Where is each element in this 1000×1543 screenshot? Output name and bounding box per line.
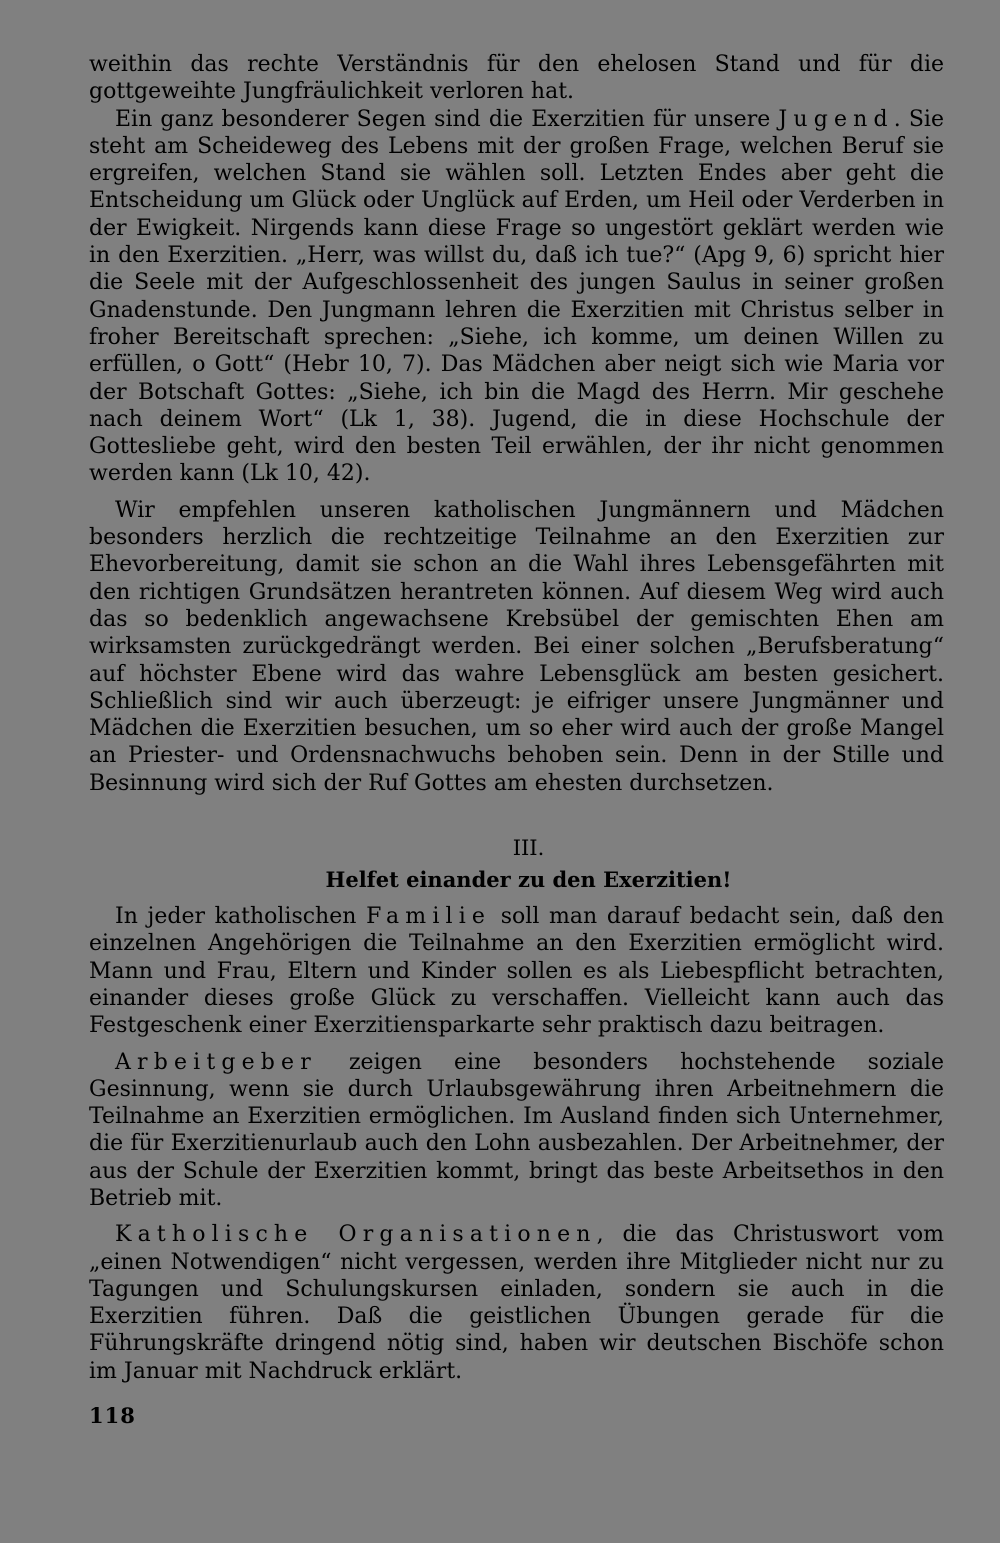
paragraph-text: , die das Christuswort vom „einen Notwendigen“ nicht vergessen, werden ihre Mitglieder nicht nur zu Tagungen und Schulungskursen einladen, sondern sie auch in die Exerzitien führen. Daß die geistlichen Übungen gerade für die Führungskräfte dringend nötig sind, haben wir deutschen Bischöfe schon im Januar mit Nachdruck erklärt. bbox=[89, 1222, 944, 1384]
paragraph-text: zeigen eine besonders hochstehende soziale Gesinnung, wenn sie durch Urlaubsgewährung ihren Arbeitnehmern die Teilnahme an Exerzitien ermöglichen. Im Ausland finden sich Unternehmer, die für Exerzitienurlaub auch den Lohn ausbezahlen. Der Arbeitnehmer, der aus der Schule der Exerzitien kommt, bringt das beste Arbeitsethos in den Betrieb mit. bbox=[89, 1049, 944, 1211]
section-number: III. bbox=[512, 836, 545, 861]
body-text bbox=[89, 51, 944, 1385]
emphasized-word: Jugend bbox=[778, 106, 894, 132]
paragraph-text: . Sie steht am Scheideweg des Lebens mit der großen Frage, welchen Beruf sie ergreifen, welchen Stand sie wählen soll. Letzten Endes aber geht die Entscheidung um Glück oder Unglück auf Erden, um Heil oder Verderben in der Ewigkeit. Nirgends kann diese Frage so ungestört geklärt werden wie in den Exerzitien. „Herr, was willst du, daß ich tue?“ (Apg 9, 6) spricht hier die Seele mit der Aufgeschlossenheit des jungen Saulus in seiner großen Gnadenstunde. Den Jungmann lehren die Exerzitien mit Christus selber in froher Bereitschaft sprechen: „Siehe, ich komme, um deinen Willen zu erfüllen, o Gott“ (Hebr 10, 7). Das Mädchen aber neigt sich wie Maria vor der Botschaft Gottes: „Siehe, ich bin die Magd des Herrn. Mir geschehe nach deinem Wort“ (Lk 1, 38). Jugend, die in diese Hochschule der Gottesliebe geht, wird den besten Teil erwählen, der ihr nicht genommen werden kann (Lk 10, 42). bbox=[89, 106, 944, 487]
emphasized-word: Katholische Organisationen bbox=[115, 1222, 597, 1248]
paragraph-family bbox=[89, 903, 944, 1039]
paragraph-recommendation: Wir empfehlen unseren katholischen Jungmännern und Mädchen besonders herzlich die rechtzeitige Teilnahme an den Exerzitien zur Ehevorbereitung, damit sie schon an die Wahl ihres Lebensgefährten mit den richtigen Grundsätzen herantreten können. Auf diesem Weg wird auch das so bedenklich angewachsene Krebsübel der gemischten Ehen am wirksamsten zurückgedrängt werden. Bei einer solchen „Berufsberatung“ auf höchster Ebene wird das wahre Lebensglück am besten gesichert. Schließlich sind wir auch überzeugt: je eifriger unsere Jungmänner und Mädchen die Exerzitien besuchen, um so eher wird auch der große Mangel an Priester- und Ordensnachwuchs behoben sein. Denn in der Stille und Besinnung wird sich der Ruf Gottes am ehesten durchsetzen. bbox=[89, 497, 944, 796]
paragraph-organisations bbox=[89, 1221, 944, 1385]
paragraph-continuation: weithin das rechte Verständnis für den ehelosen Stand und für die gottgeweihte Jungfräulichkeit verloren hat. bbox=[89, 52, 944, 105]
section-title: Helfet einander zu den Exerzitien! bbox=[325, 867, 732, 893]
page-number: 118 bbox=[89, 1403, 136, 1428]
emphasized-word: Familie bbox=[366, 904, 492, 930]
paragraph-text: In jeder katholischen bbox=[115, 904, 367, 930]
emphasized-word: Arbeitgeber bbox=[115, 1049, 317, 1075]
paragraph-text: soll man darauf bedacht sein, daß den einzelnen Angehörigen die Teilnahme an den Exerzitien ermöglicht wird. Mann und Frau, Eltern und Kinder sollen es als Liebespflicht betrachten, einander dieses große Glück zu verschaffen. Vielleicht kann auch das Festgeschenk einer Exerzitiensparkarte sehr praktisch dazu beitragen. bbox=[89, 904, 945, 1039]
paragraph-youth bbox=[89, 106, 944, 488]
paragraph-text: Ein ganz besonderer Segen sind die Exerzitien für unsere bbox=[115, 106, 779, 132]
paragraph-employers bbox=[89, 1049, 944, 1213]
